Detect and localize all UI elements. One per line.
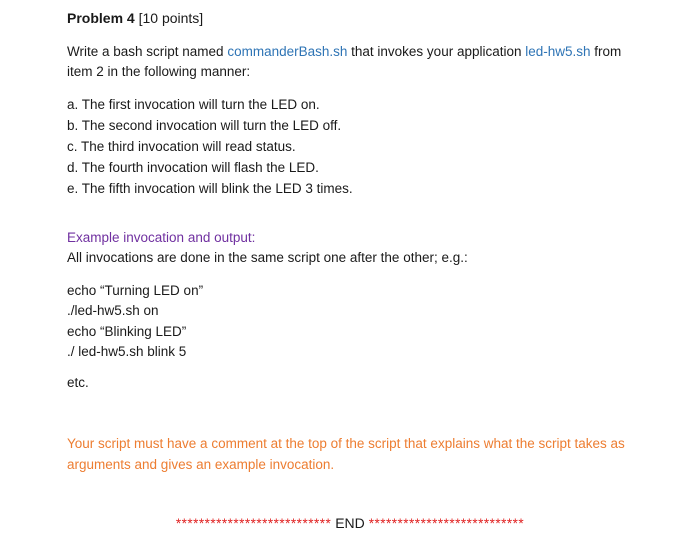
example-description: All invocations are done in the same script one after the other; e.g.: (67, 250, 468, 265)
etc-text: etc. (67, 375, 89, 390)
intro-line-2: item 2 in the following manner: (67, 64, 251, 79)
code-line-2: ./led-hw5.sh on (67, 303, 159, 318)
example-heading: Example invocation and output: (67, 230, 256, 245)
intro-text-2: that invokes your application (347, 44, 526, 59)
stars-left: *************************** (175, 516, 332, 531)
code-line-1: echo “Turning LED on” (67, 283, 204, 298)
note-line-2: arguments and gives an example invocation. (67, 457, 335, 472)
step-d: d. The fourth invocation will flash the LED. (67, 160, 319, 175)
step-a: a. The first invocation will turn the LED on. (67, 97, 320, 112)
intro-text-1: Write a bash script named (67, 44, 228, 59)
step-b: b. The second invocation will turn the LED off. (67, 118, 342, 133)
code-line-4: ./ led-hw5.sh blink 5 (67, 344, 187, 359)
step-c: c. The third invocation will read status. (67, 139, 296, 154)
step-e: e. The fifth invocation will blink the LED 3 times. (67, 181, 353, 196)
end-marker (0, 514, 700, 533)
end-label: END (335, 515, 365, 531)
problem-title: Problem 4 (67, 10, 135, 26)
app-name: led-hw5.sh (525, 44, 591, 59)
intro-line-1 (67, 43, 621, 61)
problem-points: [10 points] (138, 10, 204, 26)
code-line-3: echo “Blinking LED” (67, 324, 187, 339)
stars-right: *************************** (368, 516, 525, 531)
problem-heading (67, 9, 203, 27)
script-name: commanderBash.sh (227, 44, 348, 59)
intro-text-3: from (590, 44, 622, 59)
note-line-1: Your script must have a comment at the top of the script that explains what the script takes as (67, 436, 625, 451)
